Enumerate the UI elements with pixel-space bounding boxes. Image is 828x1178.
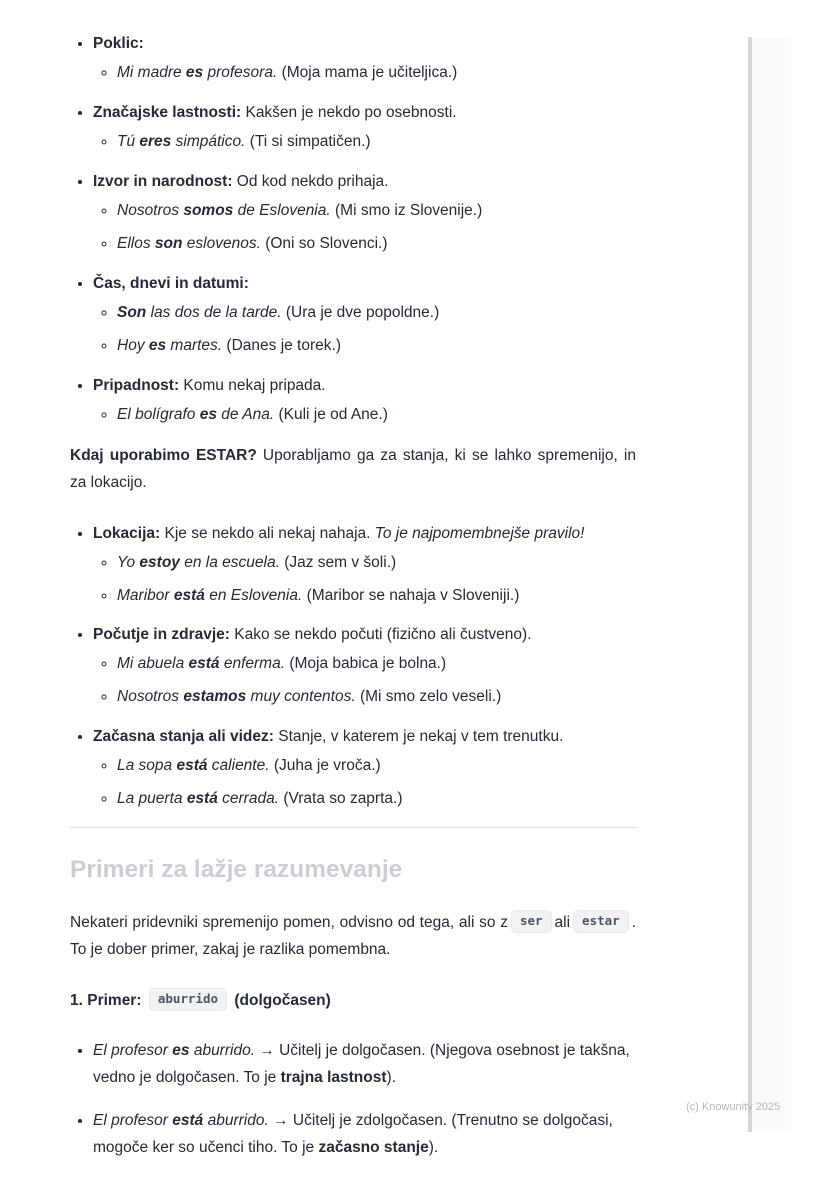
- translation-text: (Maribor se nahaja v Sloveniji.): [302, 586, 520, 604]
- verb-highlight: está: [186, 790, 218, 808]
- verb-highlight: estoy: [139, 553, 180, 571]
- spanish-phrase: Mi madre: [117, 63, 186, 81]
- translation-text: (Moja mama je učiteljica.): [277, 63, 458, 81]
- estar-intro-paragraph: [70, 443, 636, 497]
- spanish-phrase: simpático.: [171, 132, 246, 150]
- example-sublist: [93, 651, 636, 711]
- spanish-phrase: caliente.: [207, 757, 270, 775]
- example-item: [117, 550, 636, 577]
- explanation-text: ).: [386, 1069, 396, 1086]
- estar-uses-list: [70, 521, 636, 814]
- verb-highlight: está: [188, 655, 220, 673]
- inline-code-ser: ser: [511, 910, 552, 933]
- spanish-phrase: cerrada.: [217, 790, 280, 808]
- paragraph-text: Nekateri pridevniki spremenijo pomen, odvisno od tega, ali so z: [70, 914, 508, 932]
- verb-highlight: está: [173, 586, 205, 604]
- translation-text: (Vrata so zaprta.): [279, 790, 403, 808]
- item-title: Lokacija:: [93, 524, 161, 542]
- translation-text: (Danes je torek.): [222, 336, 341, 354]
- example-item: [117, 60, 636, 87]
- spanish-phrase: Tú: [117, 132, 140, 150]
- item-description: Stanje, v katerem je nekaj v tem trenutku.: [273, 728, 564, 746]
- list-item-pocutje-in-zdravje: [93, 622, 636, 711]
- verb-highlight: es: [199, 405, 217, 423]
- example-sublist: [93, 300, 636, 360]
- document-page: [70, 31, 636, 1178]
- verb-highlight: somos: [183, 201, 234, 219]
- verb-highlight: son: [154, 234, 183, 252]
- example-item: [117, 786, 636, 813]
- example-item: [117, 333, 636, 360]
- section-divider: [70, 827, 636, 828]
- item-title: Čas, dnevi in datumi:: [93, 274, 249, 292]
- paragraph-lead-bold: Kdaj uporabimo ESTAR?: [70, 446, 257, 464]
- spanish-phrase: Mi abuela: [117, 655, 189, 673]
- inline-code-aburrido: aburrido: [149, 988, 227, 1011]
- item-description: Komu nekaj pripada.: [179, 376, 326, 394]
- example-item: [117, 198, 636, 225]
- spanish-phrase: aburrido.: [189, 1042, 255, 1060]
- spanish-phrase: enferma.: [219, 655, 286, 673]
- paragraph-text: ali: [554, 914, 571, 932]
- example-sublist: [93, 60, 636, 87]
- translation-text: (Moja babica je bolna.): [285, 655, 447, 673]
- item-description: Od kod nekdo prihaja.: [232, 172, 389, 190]
- verb-highlight: es: [172, 1042, 190, 1060]
- example-item: [117, 300, 636, 327]
- spanish-phrase: martes.: [166, 336, 223, 354]
- spanish-phrase: en Eslovenia.: [204, 586, 303, 604]
- verb-highlight: eres: [139, 132, 172, 150]
- example-item: [117, 583, 636, 610]
- primer-example-estar: [93, 1108, 636, 1162]
- item-description: Kakšen je nekdo po osebnosti.: [241, 103, 457, 121]
- translation-text: (Kuli je od Ane.): [274, 405, 388, 423]
- spanish-phrase: aburrido.: [203, 1111, 269, 1129]
- spanish-phrase: El bolígrafo: [117, 405, 200, 423]
- page-edge-divider: [748, 37, 752, 1132]
- example-sublist: [93, 198, 636, 258]
- spanish-phrase: eslovenos.: [182, 234, 261, 252]
- primer-heading-line: [70, 988, 636, 1015]
- explanation-text: ).: [428, 1138, 439, 1156]
- item-title: Začasna stanja ali videz:: [93, 728, 274, 746]
- example-item: [117, 684, 636, 711]
- verb-highlight: es: [185, 63, 204, 81]
- item-title: Izvor in narodnost:: [93, 172, 233, 190]
- example-sublist: [93, 129, 636, 156]
- spanish-phrase: en la escuela.: [179, 553, 280, 571]
- item-title: Značajske lastnosti:: [93, 103, 242, 121]
- example-item: [117, 402, 636, 429]
- primer-suffix: (dolgočasen): [234, 992, 331, 1010]
- item-description: Kje se nekdo ali nekaj nahaja.: [160, 524, 375, 542]
- spanish-phrase: Yo: [117, 553, 140, 571]
- emphasis-bold: trajna lastnost: [280, 1069, 387, 1086]
- translation-text: (Ura je dve popoldne.): [281, 303, 440, 321]
- spanish-phrase: El profesor: [93, 1042, 173, 1060]
- explanation-text: → Učitelj je dolgočasen. (Njegova osebnost je takšna, vedno je dolgočasen. To je: [93, 1042, 630, 1086]
- verb-highlight: Son: [117, 303, 147, 321]
- ser-uses-list: [70, 31, 636, 429]
- item-title: Počutje in zdravje:: [93, 626, 230, 644]
- verb-highlight: estamos: [183, 688, 247, 706]
- translation-text: (Ti si simpatičen.): [245, 132, 371, 150]
- primeri-intro-paragraph: [70, 910, 636, 964]
- example-item: [117, 129, 636, 156]
- spanish-phrase: muy contentos.: [246, 688, 356, 706]
- section-heading-primeri: Primeri za lažje razumevanje: [70, 856, 403, 884]
- explanation-text: → Učitelj je zdolgočasen. (Trenutno se dolgočasi, mogoče ker so učenci tiho. To je: [93, 1111, 613, 1156]
- example-item: [117, 651, 636, 678]
- translation-text: (Mi smo zelo veseli.): [355, 688, 502, 706]
- verb-highlight: está: [176, 757, 208, 775]
- verb-highlight: está: [172, 1111, 204, 1129]
- list-item-izvor-in-narodnost: [93, 169, 636, 258]
- example-sublist: [93, 402, 636, 429]
- translation-text: (Mi smo iz Slovenije.): [330, 201, 483, 219]
- spanish-phrase: Nosotros: [117, 201, 184, 219]
- spanish-phrase: La puerta: [117, 790, 187, 808]
- example-item: [117, 231, 636, 258]
- verb-highlight: es: [148, 336, 167, 354]
- spanish-phrase: Nosotros: [117, 688, 184, 706]
- list-item-lokacija: [93, 521, 636, 610]
- spanish-phrase: de Eslovenia.: [233, 201, 331, 219]
- spanish-phrase: Maribor: [117, 586, 174, 604]
- translation-text: (Jaz sem v šoli.): [279, 553, 397, 571]
- primer-example-ser: [93, 1038, 636, 1092]
- item-description: Kako se nekdo počuti (fizično ali čustveno).: [229, 626, 532, 644]
- translation-text: (Oni so Slovenci.): [260, 234, 388, 252]
- list-item-poklic: [93, 31, 636, 87]
- spanish-phrase: Hoy: [117, 336, 149, 354]
- list-item-pripadnost: [93, 373, 636, 429]
- paragraph-text: . To je dober primer, zakaj je razlika pomembna.: [70, 914, 636, 959]
- item-title: Poklic:: [93, 35, 144, 52]
- spanish-phrase: profesora.: [203, 63, 278, 81]
- spanish-phrase: de Ana.: [216, 405, 275, 423]
- primer-examples-list: [70, 1038, 636, 1162]
- page-edge-shade: [752, 37, 791, 1132]
- list-item-cas-dnevi-datumi: [93, 271, 636, 360]
- watermark: (c) Knowunity 2025: [686, 1101, 781, 1113]
- example-sublist: [93, 550, 636, 610]
- example-sublist: [93, 753, 636, 813]
- spanish-phrase: las dos de la tarde.: [146, 303, 282, 321]
- translation-text: (Juha je vroča.): [269, 757, 381, 775]
- example-item: [117, 753, 636, 780]
- spanish-phrase: Ellos: [117, 234, 155, 252]
- list-item-znacajske-lastnosti: [93, 100, 636, 156]
- emphasis-bold: začasno stanje: [318, 1138, 429, 1156]
- primer-label: 1. Primer:: [70, 992, 142, 1010]
- list-item-zacasna-stanja: [93, 724, 636, 813]
- item-title: Pripadnost:: [93, 376, 180, 394]
- inline-code-estar: estar: [573, 910, 629, 933]
- spanish-phrase: El profesor: [93, 1111, 173, 1129]
- item-description-italic: To je najpomembnejše pravilo!: [374, 524, 585, 542]
- spanish-phrase: La sopa: [117, 757, 177, 775]
- paragraph-text: Uporabljamo ga za stanja, ki se lahko spremenijo, in za lokacijo.: [70, 446, 636, 491]
